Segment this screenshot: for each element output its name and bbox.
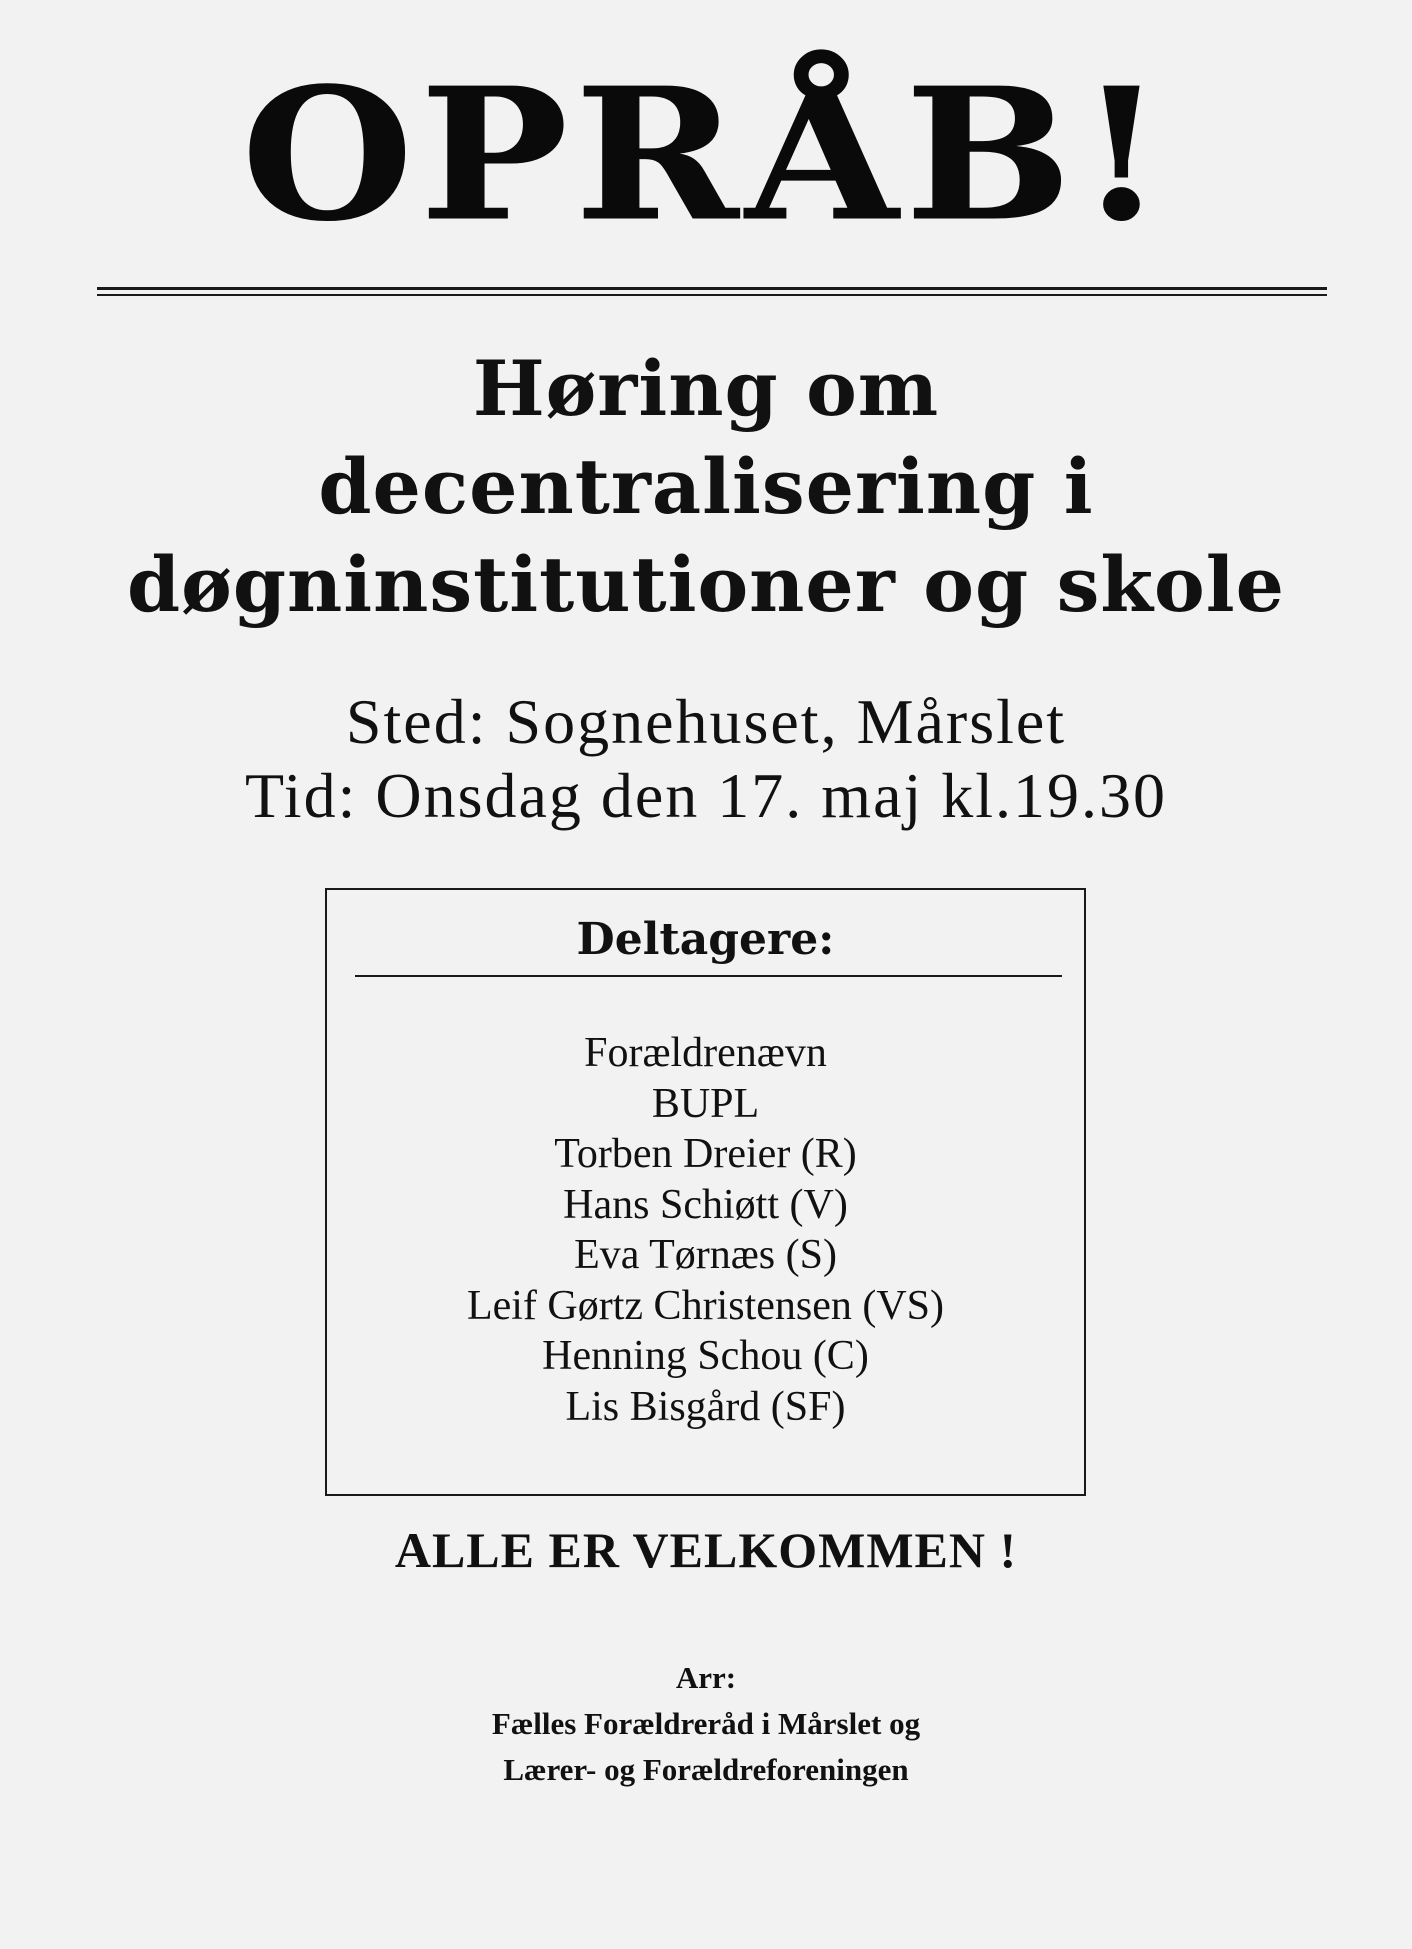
participant-item: Henning Schou (C) — [542, 1333, 869, 1379]
participant-item: Eva Tørnæs (S) — [574, 1232, 837, 1278]
organizer-line-1: Fælles Forældreråd i Mårslet og — [491, 1706, 921, 1741]
event-place: Sted: Sognehuset, Mårslet — [345, 686, 1067, 757]
participants-list — [327, 1028, 1084, 1432]
subject-line-1: Høring om — [472, 344, 940, 433]
hearing-subject — [0, 340, 1412, 634]
participant-item: Torben Dreier (R) — [554, 1131, 857, 1177]
participant-item: Hans Schiøtt (V) — [563, 1181, 848, 1228]
participant-item: Leif Gørtz Christensen (VS) — [466, 1282, 945, 1329]
participants-divider — [355, 975, 1062, 977]
subject-line-3: døgninstitutioner og skole — [127, 540, 1285, 629]
participant-item: Lis Bisgård (SF) — [565, 1383, 846, 1430]
organizer-line-2: Lærer- og Forældreforeningen — [503, 1752, 909, 1787]
participant-item: BUPL — [651, 1080, 760, 1127]
event-details — [0, 685, 1412, 833]
headline-divider — [97, 287, 1327, 296]
organizers — [0, 1655, 1412, 1793]
participants-heading: Deltagere: — [576, 914, 835, 965]
poster-headline: OPRÅB! — [241, 47, 1171, 262]
organizers-label: Arr: — [675, 1660, 737, 1695]
welcome-message: ALLE ER VELKOMMEN ! — [394, 1522, 1018, 1578]
participant-item: Forældrenævn — [584, 1030, 827, 1076]
participants-box — [325, 888, 1086, 1496]
event-time: Tid: Onsdag den 17. maj kl.19.30 — [244, 760, 1168, 831]
subject-line-2: decentralisering i — [318, 442, 1094, 531]
